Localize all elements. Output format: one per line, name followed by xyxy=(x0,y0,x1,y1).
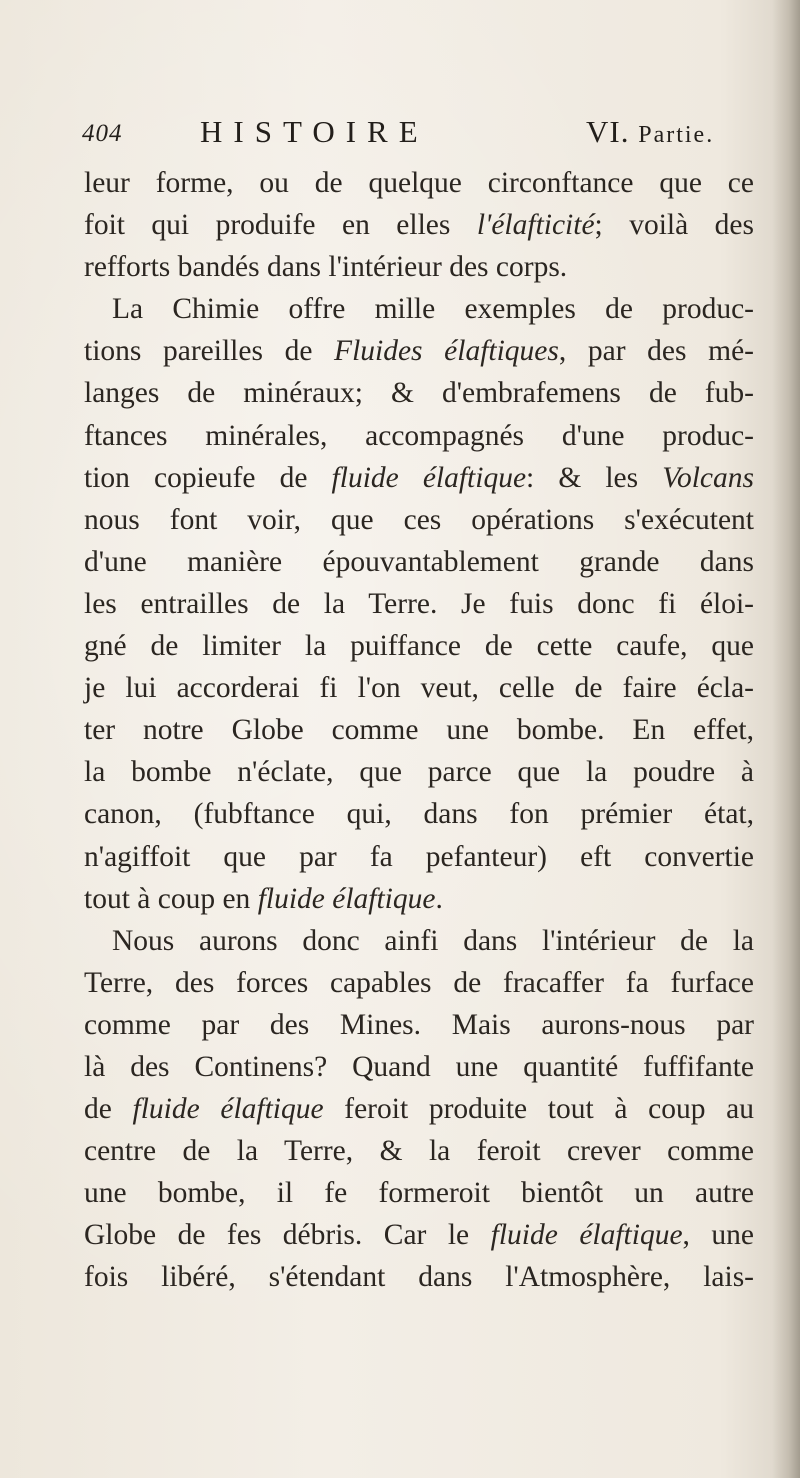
text-line: gné de limiter la puiffance de cette caufe, que xyxy=(84,630,754,663)
text-line: La Chimie offre mille exemples de produc- xyxy=(112,293,754,326)
text-line: ter notre Globe comme une bombe. En effet, xyxy=(84,714,754,747)
section-prefix: VI. xyxy=(586,114,630,149)
text-line: je lui accorderai fi l'on veut, celle de faire écla- xyxy=(84,672,754,705)
text-line: refforts bandés dans l'intérieur des corps. xyxy=(84,251,568,284)
text-line: Globe de fes débris. Car le fluide élaftique, une xyxy=(84,1219,755,1252)
text-line: fois libéré, s'étendant dans l'Atmosphère, lais- xyxy=(84,1261,754,1294)
text-line: de fluide élaftique feroit produite tout à coup au xyxy=(84,1093,754,1126)
text-line: ftances minérales, accompagnés d'une produc- xyxy=(84,419,754,452)
text-line: tion copieufe de fluide élaftique: & les Volcans xyxy=(84,461,754,494)
text-line: centre de la Terre, & la feroit crever comme xyxy=(84,1135,754,1168)
running-title: HISTOIRE xyxy=(200,114,429,149)
page-number: 404 xyxy=(82,120,123,147)
text-line: d'une manière épouvantablement grande dans xyxy=(84,545,754,578)
running-header xyxy=(82,114,754,158)
text-line: là des Continens? Quand une quantité fuffifante xyxy=(84,1050,754,1083)
text-line: langes de minéraux; & d'embrafemens de fub- xyxy=(84,377,754,410)
text-line: les entrailles de la Terre. Je fuis donc fi éloi- xyxy=(84,587,754,620)
text-line: Terre, des forces capables de fracaffer fa furface xyxy=(84,966,754,999)
section-word: Partie. xyxy=(638,122,715,148)
text-line: leur forme, ou de quelque circonftance que ce xyxy=(84,167,754,199)
text-line: la bombe n'éclate, que parce que la poudre à xyxy=(84,756,754,789)
text-line: tout à coup en fluide élaftique. xyxy=(84,882,443,915)
page-edge-shadow xyxy=(772,0,800,1478)
body-text xyxy=(84,162,754,1299)
text-line: nous font voir, que ces opérations s'exécutent xyxy=(84,503,754,536)
text-line: foit qui produife en elles l'élafticité; voilà des xyxy=(84,209,754,242)
text-line: Nous aurons donc ainfi dans l'intérieur de la xyxy=(112,924,754,957)
text-line: tions pareilles de Fluides élaftiques, par des mé- xyxy=(84,335,755,368)
text-line: canon, (fubftance qui, dans fon prémier état, xyxy=(84,798,754,831)
text-line: n'agiffoit que par fa pefanteur) eft convertie xyxy=(84,840,754,873)
text-line: une bombe, il fe formeroit bientôt un autre xyxy=(84,1177,754,1210)
text-line: comme par des Mines. Mais aurons-nous par xyxy=(84,1008,754,1041)
section-label xyxy=(586,114,714,150)
